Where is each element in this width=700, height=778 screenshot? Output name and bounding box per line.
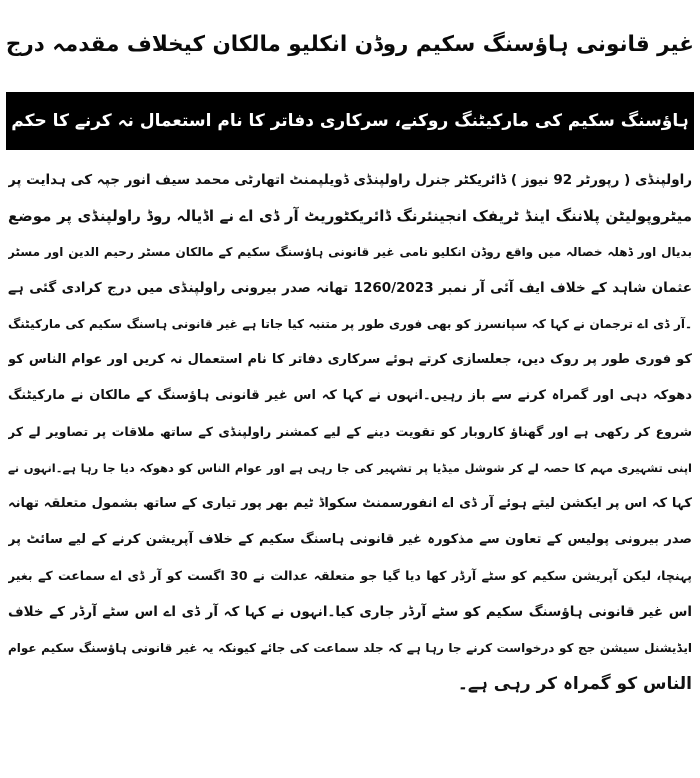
body-line: ۔آر ڈی اے ترجمان نے کہا کہ سپانسرز کو بھی فوری طور پر متنبہ کیا جاتا ہے غیر قانونی ہاسنگ سکیم کی مارکیٹنگ — [8, 317, 692, 331]
body-line-last: الناس کو گمراہ کر رہی ہے۔ — [457, 674, 692, 694]
body-line: ایڈیشنل سیشن جج کو درخواست کرنے جا رہا ہے کہ جلد سماعت کی جائے کیونکہ یہ غیر قانونی ہاؤسنگ سکیم عوام — [8, 641, 692, 655]
body-line: صدر بیرونی پولیس کے تعاون سے مذکورہ غیر قانونی ہاسنگ سکیم کے خلاف آپریشن کرنے کے لیے سائٹ پر — [8, 532, 692, 547]
headline: غیر قانونی ہاؤسنگ سکیم روڈن انکلیو مالکان کیخلاف مقدمہ درج — [5, 32, 694, 57]
body-line: کو فوری طور پر روک دیں، جعلسازی کرتے ہوئے سرکاری دفاتر کا نام استعمال نہ کریں اور عوام الناس کو — [8, 352, 692, 367]
body-line: عثمان شاہد کے خلاف ایف آئی آر نمبر 1260/2023 تھانہ صدر بیرونی راولپنڈی میں درج کرادی گئی ہے — [8, 280, 692, 296]
body-line: اپنی تشہیری مہم کا حصہ لے کر شوشل میڈیا پر تشہیر کی جا رہی ہے اور عوام الناس کو دھوکہ دیا جا رہا ہے۔انہوں نے — [8, 461, 692, 475]
subheadline-bar: ہاؤسنگ سکیم کی مارکیٹنگ روکنے، سرکاری دفاتر کا نام استعمال نہ کرنے کا حکم — [6, 92, 694, 150]
body-line: شروع کر رکھی ہے اور گھناؤ کاروبار کو تقویت دینے کے لیے کمشنر راولپنڈی کے ساتھ ملاقات پر تصاویر لے کر — [8, 424, 692, 439]
body-line: میٹروپولیٹن پلاننگ اینڈ ٹریفک انجینئرنگ ڈائریکٹوریٹ آر ڈی اے نے اڈیالہ روڈ راولپنڈی پر موضع — [8, 207, 692, 225]
body-line: کہا کہ اس پر ایکشن لیتے ہوئے آر ڈی اے انفورسمنٹ سکواڈ ٹیم بھر پور تیاری کے ساتھ بشمول متعلقہ تھانہ — [8, 496, 692, 511]
body-line: بدیال اور ڈھلہ خصالہ میں واقع روڈن انکلیو نامی غیر قانونی ہاؤسنگ سکیم کے مالکان مسٹر رحیم الدین اور مسٹر — [8, 245, 692, 259]
body-line: دھوکہ دہی اور گمراہ کرنے سے باز رہیں۔انہوں نے کہا کہ اس غیر قانونی ہاؤسنگ کے مالکان نے مارکیٹنگ — [8, 388, 692, 403]
article-body — [8, 162, 692, 770]
body-line: راولپنڈی ( رپورٹر 92 نیوز ) ڈائریکٹر جنرل راولپنڈی ڈویلپمنٹ اتھارٹی محمد سیف انور جپہ کی ہدایت پر — [8, 172, 692, 188]
body-line: اس غیر قانونی ہاؤسنگ سکیم کو سٹے آرڈر جاری کیا۔انہوں نے کہا کہ آر ڈی اے اس سٹے آرڈر کے خلاف — [8, 604, 692, 620]
body-line: پہنچا، لیکن آپریشن سکیم کو سٹے آرڈر کھا دیا گیا جو متعلقہ عدالت نے 30 اگست کو آر ڈی اے سماعت کے بغیر — [8, 568, 692, 583]
